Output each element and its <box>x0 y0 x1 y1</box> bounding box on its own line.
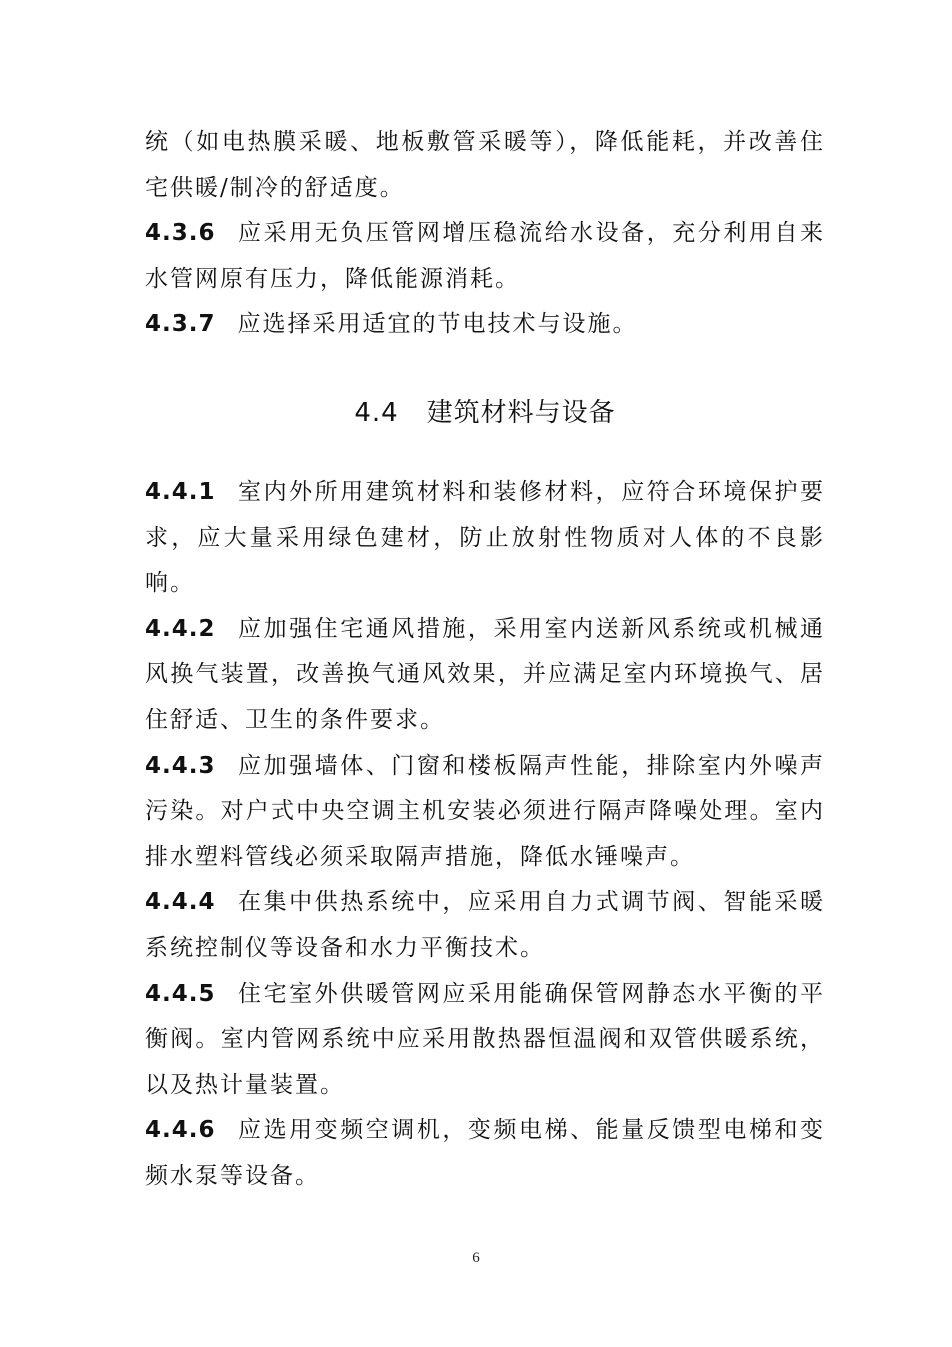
clause-number: 4.4.2 <box>145 615 216 642</box>
clause-number: 4.4.4 <box>145 889 216 916</box>
clause-text: 住宅室外供暖管网应采用能确保管网静态水平衡的平衡阀。室内管网系统中应采用散热器恒温阀和双管供暖系统，以及热计量装置。 <box>145 980 825 1098</box>
section-number: 4.4 <box>354 397 399 428</box>
clause-text: 应选择采用适宜的节电技术与设施。 <box>237 311 638 338</box>
clause-number: 4.4.6 <box>145 1117 216 1144</box>
clause-4-4-5 <box>145 972 825 1109</box>
clause-number: 4.4.1 <box>145 478 216 505</box>
clause-text: 在集中供热系统中，应采用自力式调节阀、智能采暖系统控制仪等设备和水力平衡技术。 <box>145 889 825 961</box>
clause-number: 4.4.3 <box>145 752 216 779</box>
clause-number: 4.4.5 <box>145 980 216 1007</box>
continuation-paragraph: 统（如电热膜采暖、地板敷管采暖等），降低能耗，并改善住宅供暖/制冷的舒适度。 <box>145 129 825 201</box>
clause-4-4-4 <box>145 880 825 971</box>
clause-text: 应选用变频空调机，变频电梯、能量反馈型电梯和变频水泵等设备。 <box>145 1117 825 1189</box>
clause-text: 应加强墙体、门窗和楼板隔声性能，排除室内外噪声污染。对户式中央空调主机安装必须进行隔声降噪处理。室内排水塑料管线必须采取隔声措施，降低水锤噪声。 <box>145 752 825 870</box>
section-heading <box>145 393 825 433</box>
clause-4-4-3 <box>145 744 825 881</box>
clause-4-4-6 <box>145 1108 825 1199</box>
clause-text: 室内外所用建筑材料和装修材料，应符合环境保护要求，应大量采用绿色建材，防止放射性物质对人体的不良影响。 <box>145 478 825 597</box>
clause-text: 应加强住宅通风措施，采用室内送新风系统或机械通风换气装置，改善换气通风效果，并应满足室内环境换气、居住舒适、卫生的条件要求。 <box>145 615 825 733</box>
clause-number: 4.3.6 <box>145 220 216 247</box>
page-number: 6 <box>472 1250 480 1266</box>
section-title: 建筑材料与设备 <box>426 397 616 428</box>
clause-text: 应采用无负压管网增压稳流给水设备，充分利用自来水管网原有压力，降低能源消耗。 <box>145 220 825 292</box>
clause-4-3-7 <box>145 302 825 348</box>
clause-number: 4.3.7 <box>145 311 216 338</box>
page-content <box>145 120 825 1199</box>
clause-4-4-2 <box>145 607 825 744</box>
clause-4-4-1 <box>145 470 825 607</box>
clause-4-3-6 <box>145 211 825 302</box>
